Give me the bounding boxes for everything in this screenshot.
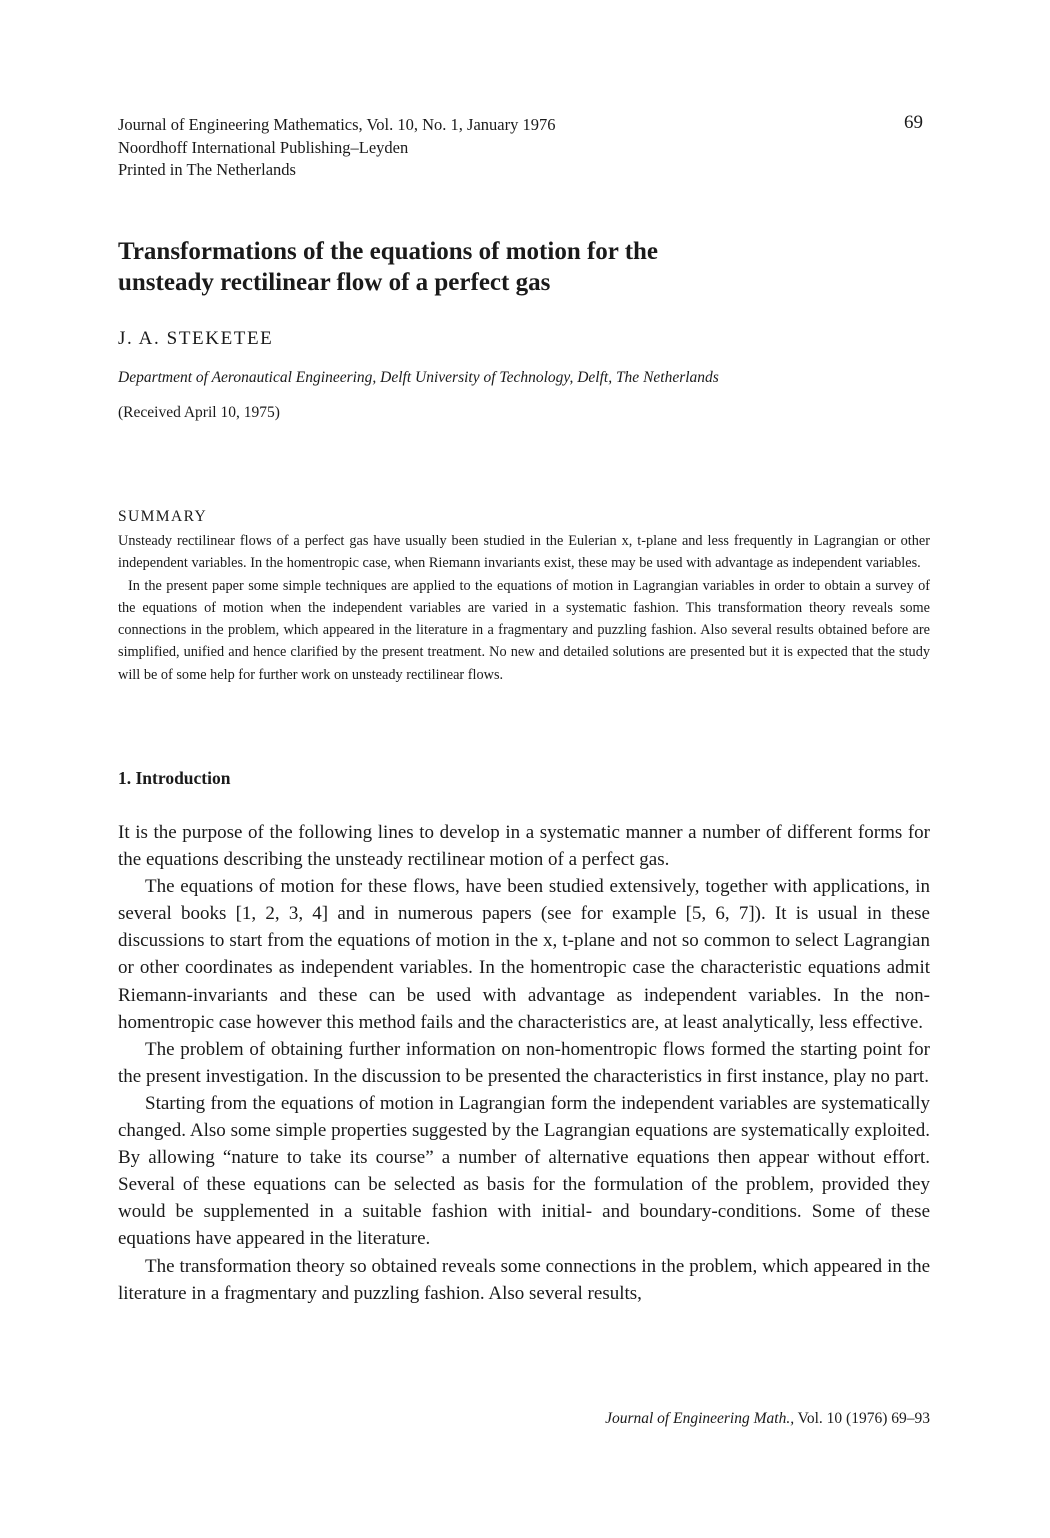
footer-citation: Vol. 10 (1976) 69–93 — [794, 1410, 930, 1427]
header-printed-line: Printed in The Netherlands — [118, 160, 296, 179]
summary-heading: SUMMARY — [118, 508, 208, 525]
footer-journal-name: Journal of Engineering Math., — [605, 1410, 795, 1427]
body-paragraph: The transformation theory so obtained reveals some connections in the problem, which appeared in the literature in a fragmentary and puzzling fashion. Also several results, — [118, 1255, 930, 1304]
body-paragraph: The equations of motion for these flows, have been studied extensively, together with applications, in several books [1, 2, 3, 4] and in numerous papers (see for example [5, 6, 7]). It is usual in these discussions to start from the equations of motion in the x, t-plane and not so common to select Lagrangian or other coordinates as independent variables. In the homentropic case the characteristic equations admit Riemann-invariants and these can be used with advantage as independent variables. In the non-homentropic case however this method fails and the characteristics are, at least analytically, less effective. — [118, 876, 930, 1033]
title-line-1: Transformations of the equations of motion for the — [118, 238, 659, 265]
body-paragraph: Starting from the equations of motion in Lagrangian form the independent variables are systematically changed. Also some simple properties suggested by the Lagrangian equations are systematically exploited. By allowing “nature to take its course” a number of alternative equations then appear without effort. Several of these equations can be selected as basis for the formulation of the problem, provided they would be supplemented in a suitable fashion with initial- and boundary-conditions. Some of these equations have appeared in the literature. — [118, 1092, 930, 1250]
author-affiliation: Department of Aeronautical Engineering, Delft University of Technology, Delft, The Netherlands — [118, 369, 719, 386]
page-number: 69 — [904, 112, 923, 133]
introduction-body — [118, 819, 930, 1307]
body-paragraph: It is the purpose of the following lines to develop in a systematic manner a number of different forms for the equations describing the unsteady rectilinear motion of a perfect gas. — [118, 822, 930, 871]
journal-footer — [546, 1410, 930, 1428]
summary-paragraph: Unsteady rectilinear flows of a perfect gas have usually been studied in the Eulerian x, t-plane and less frequently in Lagrangian or other independent variables. In the homentropic case, when Riemann invariants exist, these may be used with advantage as independent variables. — [118, 533, 930, 572]
header-publisher-line: Noordhoff International Publishing–Leyden — [118, 137, 409, 157]
summary-abstract — [118, 530, 930, 686]
received-date: (Received April 10, 1975) — [118, 404, 280, 421]
title-line-2: unsteady rectilinear flow of a perfect gas — [118, 269, 551, 296]
body-paragraph: The problem of obtaining further information on non-homentropic flows formed the starting point for the present investigation. In the discussion to be presented the characteristics in first instance, play no part. — [118, 1038, 930, 1087]
section-heading: 1. Introduction — [118, 768, 231, 788]
journal-header — [118, 114, 930, 182]
summary-paragraph: In the present paper some simple techniques are applied to the equations of motion in Lagrangian variables in order to obtain a survey of the equations of motion when the independent variables are varied in a systematic fashion. This transformation theory reveals some connections in the problem, which appeared in the literature in a fragmentary and puzzling fashion. Also several results obtained before are simplified, unified and hence clarified by the present treatment. No new and detailed solutions are presented but it is expected that the study will be of some help for further work on unsteady rectilinear flows. — [118, 577, 930, 683]
author-name: J. A. STEKETEE — [118, 328, 274, 349]
paper-title — [118, 236, 918, 298]
header-journal-line: Journal of Engineering Mathematics, Vol. 10, No. 1, January 1976 — [118, 115, 556, 134]
